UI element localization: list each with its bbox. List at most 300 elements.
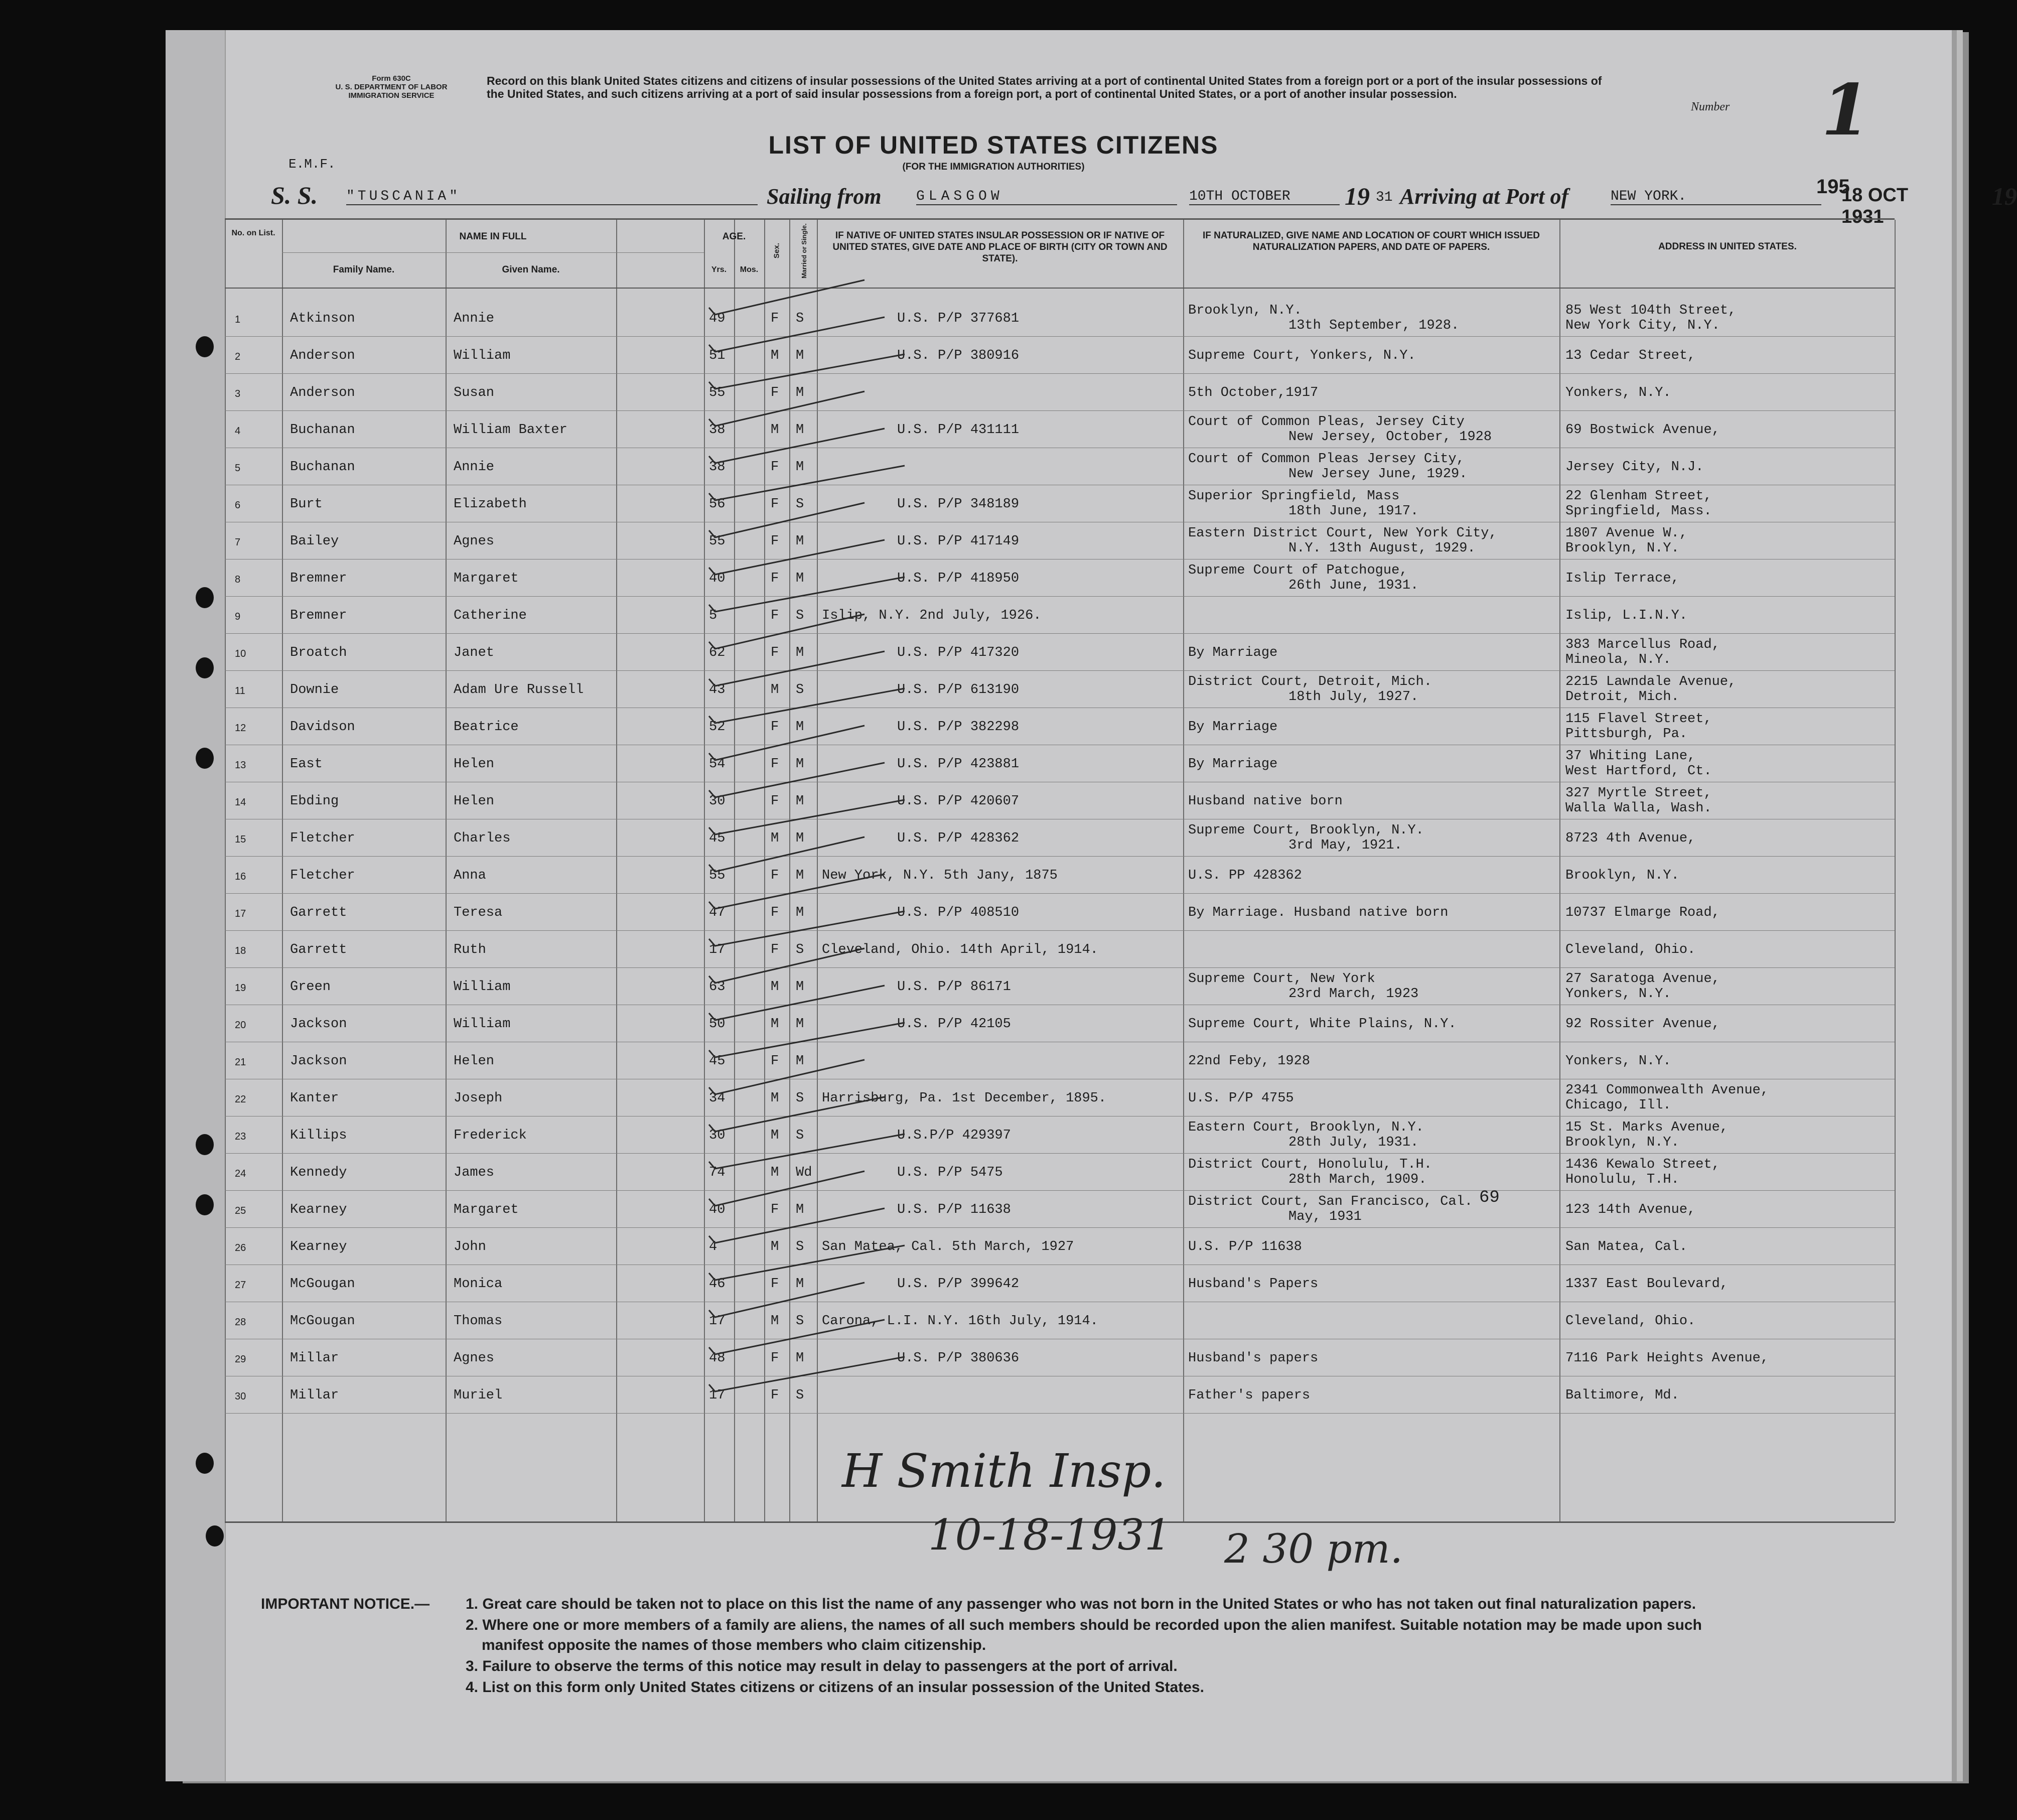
given-name: Margaret — [454, 571, 519, 586]
address-line-1: 92 Rossiter Avenue, — [1565, 1017, 1720, 1032]
sex: F — [771, 1277, 779, 1292]
naturalization-line-2: 28th July, 1931. — [1288, 1135, 1419, 1150]
row-number: 23 — [235, 1131, 246, 1142]
check-mark — [709, 1357, 905, 1391]
naturalization-line-1: Supreme Court of Patchogue, — [1188, 563, 1408, 578]
row-number: 19 — [235, 983, 246, 994]
family-name: Bremner — [290, 608, 347, 623]
row-number: 1 — [235, 314, 241, 325]
birthplace-or-passport: U.S. P/P 418950 — [897, 571, 1020, 586]
naturalization-line-2: New Jersey, October, 1928 — [1288, 430, 1492, 445]
marital-status: S — [796, 1128, 804, 1143]
naturalization-line-1: Husband's papers — [1188, 1351, 1319, 1366]
punch-hole — [196, 1134, 214, 1155]
address-line-1: Cleveland, Ohio. — [1565, 1314, 1696, 1329]
address-line-1: 327 Myrtle Street, — [1565, 786, 1712, 801]
sex: M — [771, 1091, 779, 1106]
family-name: Ebding — [290, 794, 339, 809]
address-line-1: 37 Whiting Lane, — [1565, 749, 1696, 764]
check-mark — [709, 354, 905, 389]
naturalization-line-1: Supreme Court, White Plains, N.Y. — [1188, 1017, 1457, 1032]
code-annotation: 69 — [1479, 1188, 1500, 1207]
notice-item-4: 4. List on this form only United States citizens or citizens of an insular possession of the United States. — [466, 1679, 1204, 1696]
ss-label: S. S. — [271, 181, 318, 209]
family-name: Broatch — [290, 645, 347, 660]
age: 56 — [709, 497, 726, 512]
naturalization-line-2: 13th September, 1928. — [1288, 318, 1460, 333]
row-number: 9 — [235, 611, 241, 622]
marital-status: S — [796, 1239, 804, 1254]
check-mark — [709, 874, 885, 909]
naturalization-line-1: 22nd Feby, 1928 — [1188, 1054, 1311, 1069]
birthplace-or-passport: U.S. P/P 11638 — [897, 1202, 1011, 1217]
age: 48 — [709, 1351, 726, 1366]
family-name: Bremner — [290, 571, 347, 586]
age: 55 — [709, 385, 726, 400]
family-name: Garrett — [290, 905, 347, 920]
check-mark — [709, 1320, 885, 1354]
given-name: Annie — [454, 460, 495, 475]
age: 30 — [709, 794, 726, 809]
service: IMMIGRATION SERVICE — [348, 91, 435, 100]
notice-item-2-cont: manifest opposite the names of those members who claim citizenship. — [482, 1637, 986, 1653]
marital-status: M — [796, 1277, 804, 1292]
birthplace-or-passport: Islip, N.Y. 2nd July, 1926. — [822, 608, 1042, 623]
naturalization-line-1: District Court, Honolulu, T.H. — [1188, 1157, 1432, 1172]
arrival-date: 18 OCT 1931 — [1841, 185, 1909, 227]
family-name: Jackson — [290, 1017, 347, 1032]
family-name: Green — [290, 979, 331, 995]
naturalization-line-1: Supreme Court, Brooklyn, N.Y. — [1188, 823, 1424, 838]
row-number: 22 — [235, 1094, 246, 1105]
family-name: Anderson — [290, 385, 355, 400]
row-number: 15 — [235, 834, 246, 845]
marital-status: M — [796, 385, 804, 400]
check-mark — [709, 986, 885, 1020]
age: 43 — [709, 682, 726, 697]
birthplace-or-passport: U.S. P/P 380636 — [897, 1351, 1020, 1366]
naturalization-line-1: Supreme Court, Yonkers, N.Y. — [1188, 348, 1416, 363]
marital-status: M — [796, 794, 804, 809]
emf-code: E.M.F. — [289, 157, 336, 172]
notice-item-1: 1. Great care should be taken not to place on this list the name of any passenger who was not born in the United States or who has not taken out final naturalization papers. — [466, 1596, 1696, 1612]
sex: F — [771, 534, 779, 549]
family-name: Buchanan — [290, 423, 355, 438]
check-mark — [709, 391, 865, 426]
row-number: 20 — [235, 1020, 246, 1031]
col-header-mos: Mos. — [740, 265, 759, 274]
age: 34 — [709, 1091, 726, 1106]
family-name: Anderson — [290, 348, 355, 363]
given-name: John — [454, 1239, 486, 1254]
age: 47 — [709, 905, 726, 920]
check-mark — [709, 1097, 885, 1132]
sex: F — [771, 868, 779, 883]
given-name: Frederick — [454, 1128, 527, 1143]
sail-date: 10TH OCTOBER — [1189, 189, 1340, 205]
marital-status: M — [796, 1202, 804, 1217]
given-name: William Baxter — [454, 423, 567, 438]
punch-hole — [196, 1194, 214, 1215]
family-name: Kearney — [290, 1239, 347, 1254]
marital-status: M — [796, 1054, 804, 1069]
family-name: Fletcher — [290, 868, 355, 883]
age: 46 — [709, 1277, 726, 1292]
birthplace-or-passport: U.S. P/P 86171 — [897, 979, 1011, 995]
sex: F — [771, 720, 779, 735]
family-name: Millar — [290, 1388, 339, 1403]
address-line-2: Walla Walla, Wash. — [1565, 801, 1712, 816]
age: 49 — [709, 311, 726, 326]
address-line-2: Brooklyn, N.Y. — [1565, 1135, 1679, 1150]
marital-status: Wd — [796, 1165, 812, 1180]
list-number: 1 — [1821, 69, 1870, 152]
family-name: McGougan — [290, 1277, 355, 1292]
family-name: Jackson — [290, 1054, 347, 1069]
form-id — [311, 74, 472, 100]
punch-hole — [196, 1453, 214, 1474]
address-line-1: Brooklyn, N.Y. — [1565, 868, 1679, 883]
sex: M — [771, 348, 779, 363]
family-name: Downie — [290, 682, 339, 697]
check-mark — [709, 688, 905, 723]
marital-status: S — [796, 1388, 804, 1403]
naturalization-line-2: May, 1931 — [1288, 1209, 1362, 1224]
family-name: Kanter — [290, 1091, 339, 1106]
marital-status: M — [796, 868, 804, 883]
age: 40 — [709, 1202, 726, 1217]
age: 54 — [709, 757, 726, 772]
address-line-1: 27 Saratoga Avenue, — [1565, 971, 1720, 987]
age: 30 — [709, 1128, 726, 1143]
naturalization-line-2: 18th June, 1917. — [1288, 504, 1419, 519]
age: 74 — [709, 1165, 726, 1180]
given-name: Helen — [454, 757, 495, 772]
address-line-2: Pittsburgh, Pa. — [1565, 727, 1688, 742]
given-name: Charles — [454, 831, 511, 846]
family-name: Buchanan — [290, 460, 355, 475]
sex: M — [771, 423, 779, 438]
naturalization-line-1: By Marriage. Husband native born — [1188, 905, 1449, 920]
family-name: Bailey — [290, 534, 339, 549]
address-line-1: Baltimore, Md. — [1565, 1388, 1679, 1403]
birthplace-or-passport: U.S.P/P 429397 — [897, 1128, 1011, 1143]
row-number: 17 — [235, 908, 246, 919]
check-mark — [709, 1060, 865, 1094]
naturalization-line-2: 23rd March, 1923 — [1288, 987, 1419, 1002]
given-name: Helen — [454, 1054, 495, 1069]
sex: M — [771, 979, 779, 995]
sex: F — [771, 645, 779, 660]
address-line-2: New York City, N.Y. — [1565, 318, 1720, 333]
row-number: 12 — [235, 723, 246, 734]
naturalization-line-1: Eastern Court, Brooklyn, N.Y. — [1188, 1120, 1424, 1135]
sex: M — [771, 1239, 779, 1254]
naturalization-line-2: 3rd May, 1921. — [1288, 838, 1402, 853]
given-name: William — [454, 1017, 511, 1032]
punch-hole — [196, 587, 214, 608]
marital-status: M — [796, 905, 804, 920]
address-line-1: 8723 4th Avenue, — [1565, 831, 1696, 846]
birthplace-or-passport: U.S. P/P 420607 — [897, 794, 1020, 809]
row-number: 30 — [235, 1391, 246, 1402]
age: 5 — [709, 608, 717, 623]
address-line-2: Honolulu, T.H. — [1565, 1172, 1679, 1187]
family-name: East — [290, 757, 323, 772]
address-line-2: West Hartford, Ct. — [1565, 764, 1712, 779]
check-mark — [709, 540, 885, 575]
check-mark — [709, 837, 865, 872]
naturalization-line-2: New Jersey June, 1929. — [1288, 467, 1468, 482]
sex: F — [771, 1202, 779, 1217]
marital-status: M — [796, 757, 804, 772]
col-header-name: NAME IN FULL — [459, 231, 527, 242]
birthplace-or-passport: Carona, L.I. N.Y. 16th July, 1914. — [822, 1314, 1098, 1329]
address-line-1: 85 West 104th Street, — [1565, 303, 1737, 318]
naturalization-line-1: By Marriage — [1188, 645, 1278, 660]
naturalization-line-1: U.S. P/P 4755 — [1188, 1091, 1294, 1106]
department: U. S. DEPARTMENT OF LABOR — [335, 83, 448, 91]
birthplace-or-passport: U.S. P/P 380916 — [897, 348, 1020, 363]
naturalization-line-1: 5th October,1917 — [1188, 385, 1319, 400]
marital-status: M — [796, 645, 804, 660]
row-number: 11 — [235, 685, 245, 696]
marital-status: M — [796, 571, 804, 586]
sex: F — [771, 311, 779, 326]
sex: M — [771, 1165, 779, 1180]
address-line-2: Chicago, Ill. — [1565, 1098, 1671, 1113]
address-line-1: Yonkers, N.Y. — [1565, 1054, 1671, 1069]
given-name: Thomas — [454, 1314, 503, 1329]
age: 17 — [709, 1388, 726, 1403]
given-name: Beatrice — [454, 720, 519, 735]
check-mark — [709, 429, 885, 463]
marital-status: S — [796, 1091, 804, 1106]
given-name: Margaret — [454, 1202, 519, 1217]
check-mark — [709, 1283, 865, 1317]
check-mark — [709, 651, 885, 686]
sex: F — [771, 1351, 779, 1366]
check-mark — [709, 1023, 905, 1057]
given-name: Monica — [454, 1277, 503, 1292]
row-number: 18 — [235, 945, 246, 956]
sex: M — [771, 1128, 779, 1143]
address-line-1: 1436 Kewalo Street, — [1565, 1157, 1720, 1172]
row-number: 10 — [235, 648, 246, 659]
family-name: Kennedy — [290, 1165, 347, 1180]
col-header-yrs: Yrs. — [711, 265, 727, 274]
naturalization-line-1: Husband native born — [1188, 794, 1343, 809]
naturalization-line-1: Superior Springfield, Mass — [1188, 489, 1400, 504]
naturalization-line-1: District Court, San Francisco, Cal. — [1188, 1194, 1473, 1209]
row-number: 7 — [235, 537, 241, 548]
check-mark — [709, 1134, 905, 1169]
col-header-married: Married or Single. — [800, 223, 808, 278]
marital-status: M — [796, 423, 804, 438]
row-number: 13 — [235, 760, 246, 771]
check-mark — [709, 280, 865, 315]
number-label: Number — [1691, 100, 1730, 113]
sex: M — [771, 831, 779, 846]
binding-margin — [166, 30, 226, 1781]
notice-item-3: 3. Failure to observe the terms of this notice may result in delay to passengers at the port of arrival. — [466, 1658, 1178, 1674]
birthplace-or-passport: U.S. P/P 431111 — [897, 423, 1020, 438]
punch-hole — [196, 336, 214, 357]
naturalization-line-1: Father's papers — [1188, 1388, 1311, 1403]
family-name: Fletcher — [290, 831, 355, 846]
age: 63 — [709, 979, 726, 995]
check-mark — [709, 503, 865, 537]
age: 4 — [709, 1239, 717, 1254]
age: 50 — [709, 1017, 726, 1032]
age: 55 — [709, 534, 726, 549]
address-line-1: 2215 Lawndale Avenue, — [1565, 674, 1737, 689]
age: 40 — [709, 571, 726, 586]
given-name: Agnes — [454, 534, 495, 549]
naturalization-line-1: U.S. P/P 11638 — [1188, 1239, 1302, 1254]
birthplace-or-passport: Harrisburg, Pa. 1st December, 1895. — [822, 1091, 1107, 1106]
check-mark — [709, 317, 885, 352]
sex: F — [771, 460, 779, 475]
sex: F — [771, 1388, 779, 1403]
naturalization-line-1: Brooklyn, N.Y. — [1188, 303, 1302, 318]
marital-status: M — [796, 460, 804, 475]
naturalization-line-2: N.Y. 13th August, 1929. — [1288, 541, 1476, 556]
marital-status: S — [796, 497, 804, 512]
address-line-1: 15 St. Marks Avenue, — [1565, 1120, 1728, 1135]
address-line-1: Yonkers, N.Y. — [1565, 385, 1671, 400]
col-header-given: Given Name. — [502, 264, 560, 275]
year-prefix: 19 — [1345, 182, 1370, 210]
naturalization-line-1: By Marriage — [1188, 757, 1278, 772]
given-name: Adam Ure Russell — [454, 682, 584, 697]
family-name: McGougan — [290, 1314, 355, 1329]
row-number: 26 — [235, 1242, 246, 1253]
check-mark — [709, 577, 905, 612]
page-title: LIST OF UNITED STATES CITIZENS — [768, 131, 1219, 159]
naturalization-line-1: By Marriage — [1188, 720, 1278, 735]
marital-status: S — [796, 608, 804, 623]
marital-status: S — [796, 682, 804, 697]
address-line-2: Mineola, N.Y. — [1565, 652, 1671, 667]
col-header-age: AGE. — [722, 231, 746, 242]
page-subtitle: (FOR THE IMMIGRATION AUTHORITIES) — [902, 162, 1085, 172]
family-name: Davidson — [290, 720, 355, 735]
year-prefix-2: 19 — [1992, 182, 2017, 210]
port-from: GLASGOW — [916, 189, 1177, 205]
handwritten-date: 10-18-1931 — [928, 1510, 1172, 1560]
family-name: Garrett — [290, 942, 347, 957]
sex: M — [771, 682, 779, 697]
marital-status: M — [796, 1017, 804, 1032]
marital-status: M — [796, 348, 804, 363]
row-number: 3 — [235, 388, 241, 399]
naturalization-line-1: Court of Common Pleas, Jersey City — [1188, 414, 1465, 430]
naturalization-line-1: District Court, Detroit, Mich. — [1188, 674, 1432, 689]
form-number: Form 630C — [372, 74, 411, 83]
given-name: Joseph — [454, 1091, 503, 1106]
page-number: 195 — [1816, 176, 1850, 198]
birthplace-or-passport: New York, N.Y. 5th Jany, 1875 — [822, 868, 1058, 883]
age: 38 — [709, 423, 726, 438]
row-number: 24 — [235, 1168, 246, 1179]
address-line-1: 2341 Commonwealth Avenue, — [1565, 1083, 1769, 1098]
col-header-family: Family Name. — [333, 264, 395, 275]
birthplace-or-passport: U.S. P/P 417320 — [897, 645, 1020, 660]
punch-hole — [196, 748, 214, 769]
row-number: 4 — [235, 426, 241, 437]
arriving-label: Arriving at Port of — [1400, 184, 1569, 209]
check-mark — [709, 726, 865, 760]
naturalization-line-2: 28th March, 1909. — [1288, 1172, 1427, 1187]
row-number: 8 — [235, 574, 241, 585]
given-name: William — [454, 979, 511, 995]
handwritten-time: 2 30 pm. — [1224, 1525, 1403, 1572]
given-name: Teresa — [454, 905, 503, 920]
notice-item-2: 2. Where one or more members of a family are aliens, the names of all such members should be recorded upon the alien manifest. Suitable notation may be made upon such — [466, 1617, 1702, 1633]
check-mark — [709, 466, 905, 500]
age: 62 — [709, 645, 726, 660]
check-mark — [709, 1208, 885, 1243]
address-line-1: 123 14th Avenue, — [1565, 1202, 1696, 1217]
age: 45 — [709, 1054, 726, 1069]
sex: F — [771, 942, 779, 957]
birthplace-or-passport: U.S. P/P 42105 — [897, 1017, 1011, 1032]
naturalization-line-2: 18th July, 1927. — [1288, 689, 1419, 705]
given-name: Annie — [454, 311, 495, 326]
naturalization-line-2: 26th June, 1931. — [1288, 578, 1419, 593]
instructions: Record on this blank United States citizens and citizens of insular possessions of the United States arriving at a port of continental United States from a foreign port or a port of the insular possessions of the United States, and such citizens arriving at a port of said insular possessions from a foreign port, a port of continental United States, or a port of another insular possession. — [487, 74, 1602, 100]
check-mark — [709, 948, 865, 983]
family-name: Kearney — [290, 1202, 347, 1217]
given-name: Ruth — [454, 942, 486, 957]
row-number: 5 — [235, 463, 241, 474]
marital-status: S — [796, 942, 804, 957]
sex: F — [771, 608, 779, 623]
given-name: Janet — [454, 645, 495, 660]
age: 45 — [709, 831, 726, 846]
passenger-table — [225, 218, 1895, 1523]
naturalization-line-1: Husband's Papers — [1188, 1277, 1319, 1292]
family-name: Atkinson — [290, 311, 355, 326]
tick-marks — [704, 288, 1156, 1522]
marital-status: M — [796, 979, 804, 995]
address-line-1: 383 Marcellus Road, — [1565, 637, 1720, 652]
address-line-1: Islip Terrace, — [1565, 571, 1679, 586]
port-to: NEW YORK. — [1611, 189, 1821, 205]
punch-hole — [206, 1525, 224, 1547]
given-name: Agnes — [454, 1351, 495, 1366]
col-header-address: ADDRESS IN UNITED STATES. — [1658, 241, 1797, 252]
col-header-no: No. on List. — [231, 229, 275, 237]
col-header-naturalized: IF NATURALIZED, GIVE NAME AND LOCATION OF COURT WHICH ISSUED NATURALIZATION PAPERS, AND DATE OF PAPERS. — [1202, 230, 1540, 252]
sailing-label: Sailing from — [767, 184, 882, 209]
family-name: Killips — [290, 1128, 347, 1143]
naturalization-line-1: Court of Common Pleas Jersey City, — [1188, 452, 1465, 467]
check-mark — [709, 1245, 905, 1280]
notice-label: IMPORTANT NOTICE.— — [261, 1596, 430, 1612]
age: 17 — [709, 1314, 726, 1329]
year-suffix: 31 — [1376, 190, 1393, 205]
col-header-birth: IF NATIVE OF UNITED STATES INSULAR POSSESSION OR IF NATIVE OF UNITED STATES, GIVE DATE AND PLACE OF BIRTH (CITY OR TOWN AND STATE). — [832, 230, 1168, 264]
address-line-1: San Matea, Cal. — [1565, 1239, 1688, 1254]
birthplace-or-passport: Cleveland, Ohio. 14th April, 1914. — [822, 942, 1098, 957]
given-name: James — [454, 1165, 495, 1180]
naturalization-line-1: U.S. PP 428362 — [1188, 868, 1302, 883]
row-number: 14 — [235, 797, 246, 808]
birthplace-or-passport: U.S. P/P 428362 — [897, 831, 1020, 846]
address-line-1: 1807 Avenue W., — [1565, 526, 1688, 541]
